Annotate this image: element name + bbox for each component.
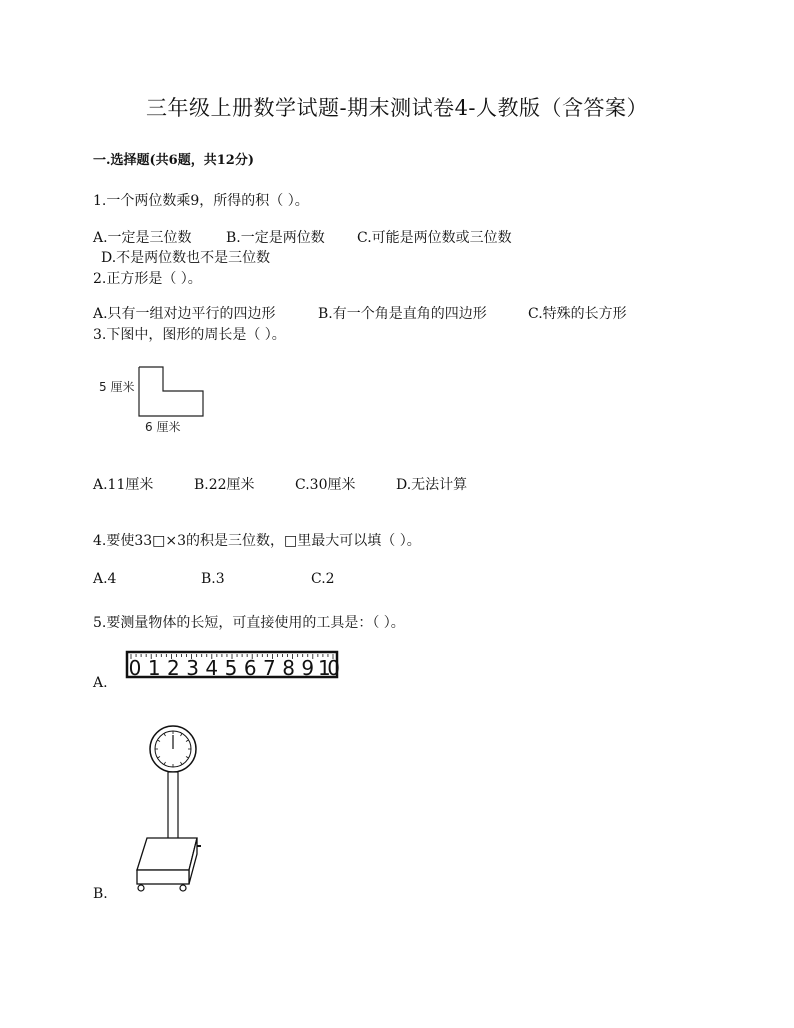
figure-bottom-label: 6 厘米	[145, 420, 181, 434]
ruler-image	[125, 650, 341, 680]
ruler-digit: 4	[205, 656, 219, 680]
question-4-option-a: A.4	[93, 571, 117, 587]
scale-platform-top	[137, 838, 197, 870]
scale-wheel-left	[138, 885, 144, 891]
ruler-digit: 3	[186, 656, 199, 680]
question-2-stem: 2.正方形是（ ）。	[93, 271, 202, 287]
question-1-option-c: C.可能是两位数或三位数	[357, 230, 512, 246]
section-heading: 一.选择题(共6题，共12分)	[93, 153, 254, 168]
question-2-option-b: B.有一个角是直角的四边形	[318, 306, 487, 322]
ruler-digit: 0	[128, 656, 142, 680]
question-3-option-b: B.22厘米	[194, 477, 255, 493]
ruler-digit: 1	[147, 656, 161, 680]
question-3-option-a: A.11厘米	[93, 477, 154, 493]
question-4-stem: 4.要使33□×3的积是三位数，□里最大可以填（ ）。	[93, 533, 421, 549]
platform-scale-image	[125, 722, 215, 897]
question-4-option-c: C.2	[311, 571, 335, 587]
question-4-option-b: B.3	[201, 571, 225, 587]
ruler-digits	[129, 656, 340, 680]
question-1-option-b: B.一定是两位数	[226, 230, 325, 246]
ruler-digit: 6	[243, 656, 257, 680]
question-3-option-d: D.无法计算	[396, 477, 468, 493]
ruler-digit: 8	[282, 656, 295, 680]
question-5-option-a: A.	[93, 675, 108, 691]
ruler-digit: 7	[263, 656, 276, 680]
scale-platform-front	[137, 870, 189, 884]
scale-wheel-right	[180, 885, 186, 891]
page-title: 三年级上册数学试题-期末测试卷4-人教版（含答案）	[145, 96, 649, 120]
scale-post	[168, 772, 178, 842]
question-5-stem: 5.要测量物体的长短，可直接使用的工具是：（ ）。	[93, 615, 405, 631]
question-3-stem: 3.下图中，图形的周长是（ ）。	[93, 327, 286, 343]
question-1-option-d: D.不是两位数也不是三位数	[101, 250, 271, 266]
ruler-digit: 5	[224, 656, 238, 680]
ruler-digit: 2	[167, 656, 180, 680]
l-shape-figure	[95, 360, 215, 440]
figure-left-label: 5 厘米	[99, 380, 135, 394]
question-5-option-b: B.	[93, 886, 108, 902]
l-shape-outline	[139, 367, 203, 416]
ruler-digit: 9	[301, 656, 315, 680]
question-1-option-a: A.一定是三位数	[93, 230, 192, 246]
question-1-stem: 1.一个两位数乘9，所得的积（ ）。	[93, 193, 309, 209]
question-2-option-c: C.特殊的长方形	[528, 306, 627, 322]
question-2-option-a: A.只有一组对边平行的四边形	[93, 306, 276, 322]
question-3-option-c: C.30厘米	[295, 477, 356, 493]
ruler-digit: 10	[318, 656, 340, 680]
